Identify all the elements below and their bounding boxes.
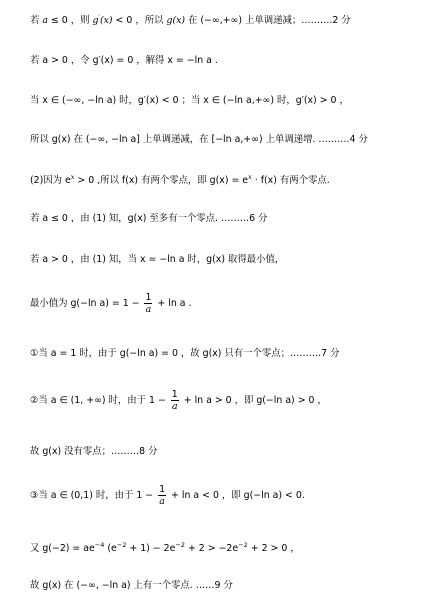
- text: + 1) − 2e: [126, 543, 176, 554]
- fraction: [158, 484, 166, 507]
- fraction-denominator: a: [171, 401, 178, 412]
- text: · f(x) 有两个零点.: [251, 175, 330, 186]
- text: + 2 > −2e: [184, 543, 239, 554]
- superscript: −2: [116, 541, 127, 549]
- line-9: ①当 a = 1 时，由于 g(−ln a) = 0 ，故 g(x) 只有一个零点；……….7 分: [30, 348, 340, 359]
- text: 又 g(−2) = ae: [30, 543, 95, 554]
- superscript: −4: [94, 541, 105, 549]
- text: ≤ 0 ，则: [47, 15, 93, 26]
- superscript: −2: [175, 541, 185, 549]
- line-1: [30, 15, 351, 27]
- line-2: 若 a > 0 ，令 g′(x) = 0 ，解得 x = −ln a .: [30, 55, 218, 66]
- fraction-numerator: 1: [159, 484, 166, 495]
- superscript: −2: [238, 541, 248, 549]
- line-3: 当 x ∈ (−∞, −ln a) 时，g′(x) < 0 ；当 x ∈ (−ln a,+∞) 时，g′(x) > 0 ，: [30, 95, 349, 106]
- fraction: [144, 292, 152, 315]
- superscript: x: [70, 173, 75, 181]
- prime-mark: ′: [98, 13, 100, 21]
- line-6: 若 a ≤ 0 ，由 (1) 知，g(x) 至多有一个零点. ………6 分: [30, 213, 268, 224]
- math-var: a: [42, 15, 48, 26]
- fraction-denominator: a: [159, 496, 165, 507]
- line-13: [30, 543, 300, 555]
- line-5: [30, 175, 330, 187]
- line-7: 若 a > 0 ，由 (1) 知，当 x = −ln a 时，g(x) 取得最小值，: [30, 254, 285, 265]
- math-var: g(x): [166, 15, 186, 26]
- line-4: 所以 g(x) 在 (−∞, −ln a] 上单调递减，在 [−ln a,+∞) 上单调递增. ……….4 分: [30, 134, 368, 145]
- fraction-numerator: 1: [145, 292, 152, 303]
- line-12: [30, 484, 305, 507]
- superscript: x: [248, 173, 252, 181]
- text: ③当 a ∈ (0,1) 时，由于 1 −: [30, 490, 157, 501]
- fraction-numerator: 1: [171, 389, 178, 400]
- text: ②当 a ∈ (1, +∞) 时，由于 1 −: [30, 395, 169, 406]
- line-14: 故 g(x) 在 (−∞, −ln a) 上有一个零点. ……9 分: [30, 580, 233, 591]
- fraction: [171, 389, 179, 412]
- fraction-denominator: a: [145, 304, 152, 315]
- text: + 2 > 0 ，: [247, 543, 300, 554]
- text: > 0 ,所以 f(x) 有两个零点，即 g(x) = e: [74, 175, 249, 186]
- text: + ln a > 0 ，即 g(−ln a) > 0 ，: [180, 395, 327, 406]
- line-10: [30, 389, 327, 412]
- text: (2)因为 e: [30, 175, 71, 186]
- text: + ln a .: [154, 298, 192, 309]
- text: 在 (−∞,+∞) 上单调递减；……….2 分: [185, 15, 351, 26]
- text: 最小值为 g(−ln a) = 1 −: [30, 298, 143, 309]
- line-8: [30, 292, 191, 315]
- line-11: 故 g(x) 没有零点；………8 分: [30, 446, 158, 457]
- text: + ln a < 0 ，即 g(−ln a) < 0.: [168, 490, 305, 501]
- math-var: (x): [99, 15, 113, 26]
- text: 若: [30, 15, 43, 26]
- math-var: g: [92, 15, 99, 26]
- text: < 0 ，所以: [112, 15, 167, 26]
- text: (e: [104, 543, 117, 554]
